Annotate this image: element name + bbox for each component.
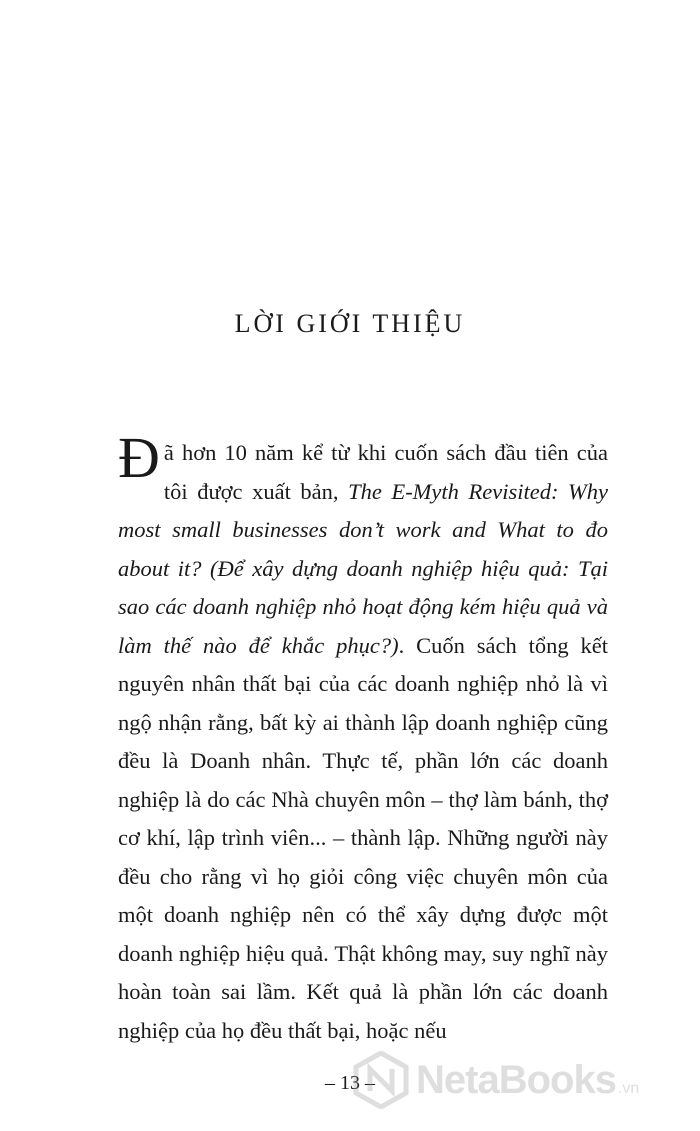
intro-paragraph (118, 425, 608, 1050)
paragraph-segment: ã hơn 10 năm kể từ khi cuốn sách đầu tiên của tôi được xuất bản, (163, 440, 608, 504)
page-title: LỜI GIỚI THIỆU (234, 309, 466, 338)
page-number: – 13 – (325, 1072, 375, 1094)
watermark-brand: NetaBooks (416, 1057, 616, 1102)
netabooks-logo-icon (352, 1051, 410, 1109)
watermark-tld: .vn (617, 1080, 640, 1097)
dropcap: Đ (118, 425, 160, 490)
paragraph-segment: . Cuốn sách tổng kết nguyên nhân thất bại của các doanh nghiệp nhỏ là vì ngộ nhận rằng, bất kỳ ai thành lập doanh nghiệp cũng đều là Doanh nhân. Thực tế, phần lớn các doanh nghiệp là do các Nhà chuyên môn – thợ làm bánh, thợ cơ khí, lập trình viên... – thành lập. Những người này đều cho rằng vì họ giỏi công việc chuyên môn của một doanh nghiệp nên có thể xây dựng được một doanh nghiệp hiệu quả. Thật không may, suy nghĩ này hoàn toàn sai lầm. Kết quả là phần lớn các doanh nghiệp của họ đều thất bại, hoặc nếu (118, 632, 608, 1043)
watermark (352, 1048, 639, 1112)
book-title-italic: The E-Myth Revisited: Why most small businesses don’t work and What to đo about it? (Để xây dựng doanh nghiệp hiệu quả: Tại sao các doanh nghiệp nhỏ hoạt động kém hiệu quả và làm thế nào để khắc phục?) (118, 478, 608, 658)
